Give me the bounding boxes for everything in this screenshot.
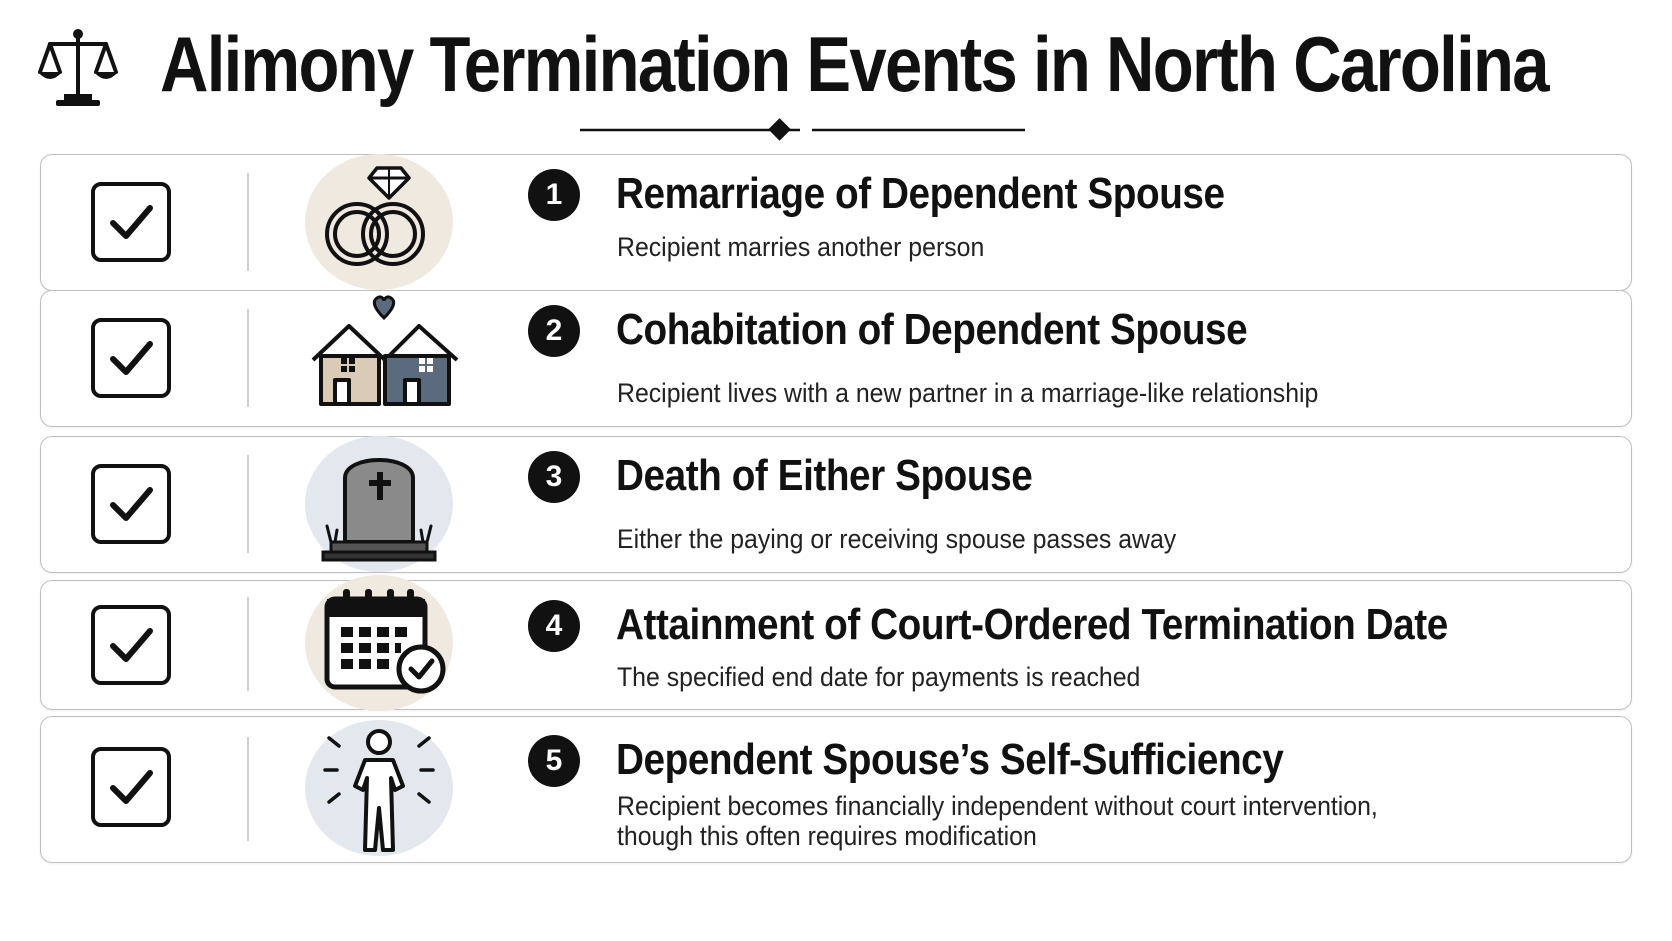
- step-number-badge: 5: [528, 735, 580, 787]
- row-separator: [247, 737, 249, 841]
- event-title: Cohabitation of Dependent Spouse: [616, 305, 1248, 354]
- wedding-rings-icon: [301, 152, 463, 292]
- checkbox-checked[interactable]: [91, 182, 171, 262]
- checkmark-icon: [105, 196, 157, 248]
- event-title: Dependent Spouse’s Self-Sufficiency: [616, 735, 1284, 784]
- event-description: Either the paying or receiving spouse passes away: [617, 524, 1177, 554]
- checkmark-icon: [105, 619, 157, 671]
- event-row: [40, 436, 1632, 573]
- event-description: Recipient lives with a new partner in a marriage-like relationship: [617, 378, 1319, 408]
- two-houses-heart-icon: [301, 288, 463, 428]
- event-description: The specified end date for payments is reached: [617, 662, 1141, 692]
- row-separator: [247, 455, 249, 553]
- checkbox-checked[interactable]: [91, 464, 171, 544]
- step-number-badge: 2: [528, 305, 580, 357]
- checkbox-checked[interactable]: [91, 747, 171, 827]
- event-description: Recipient becomes financially independent without court intervention,: [617, 791, 1378, 821]
- row-separator: [247, 597, 249, 691]
- checkmark-icon: [105, 332, 157, 384]
- header: [0, 0, 1672, 150]
- row-separator: [247, 173, 249, 271]
- event-description: Recipient marries another person: [617, 232, 985, 262]
- tombstone-icon: [301, 434, 463, 574]
- title-divider: [580, 118, 1090, 142]
- step-number-badge: 3: [528, 451, 580, 503]
- event-description-line-2: though this often requires modification: [617, 821, 1037, 851]
- calendar-check-icon: [301, 573, 463, 713]
- checkmark-icon: [105, 478, 157, 530]
- checkbox-checked[interactable]: [91, 605, 171, 685]
- event-row: [40, 154, 1632, 291]
- event-title: Attainment of Court-Ordered Termination Date: [616, 600, 1448, 649]
- event-title: Death of Either Spouse: [616, 451, 1033, 500]
- checkbox-checked[interactable]: [91, 318, 171, 398]
- page-title: Alimony Termination Events in North Carolina: [160, 20, 1548, 108]
- standing-person-icon: [301, 718, 463, 858]
- checkmark-icon: [105, 761, 157, 813]
- event-row: [40, 716, 1632, 863]
- event-row: [40, 290, 1632, 427]
- event-title: Remarriage of Dependent Spouse: [616, 169, 1225, 218]
- step-number-badge: 1: [528, 169, 580, 221]
- event-row: [40, 580, 1632, 710]
- scales-of-justice-icon: [34, 22, 122, 110]
- row-separator: [247, 309, 249, 407]
- step-number-badge: 4: [528, 600, 580, 652]
